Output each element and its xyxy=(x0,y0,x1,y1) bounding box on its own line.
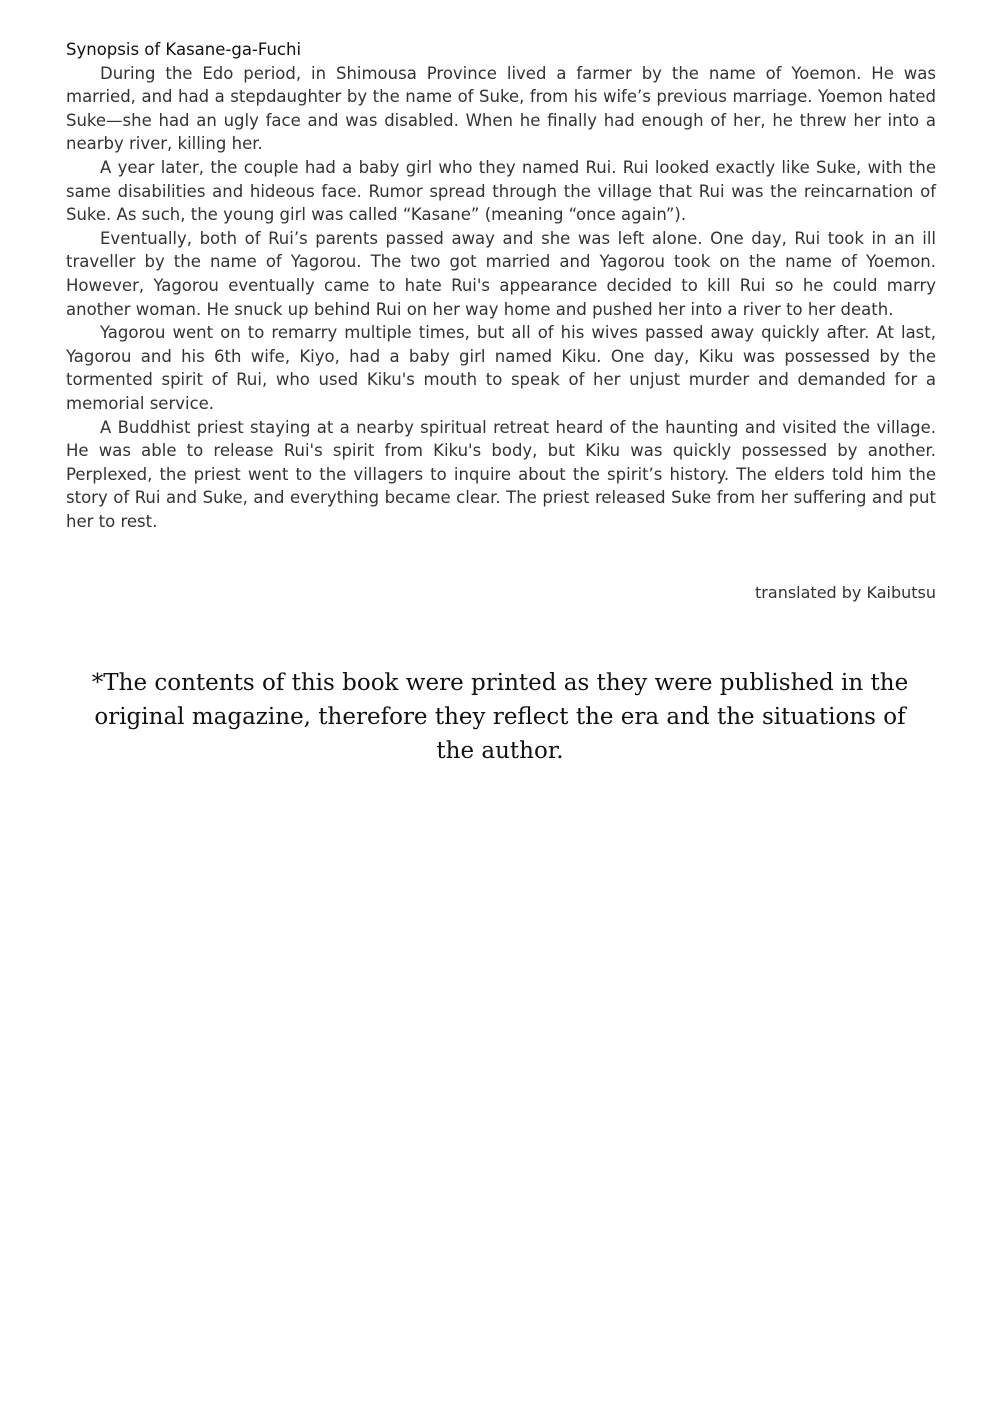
synopsis-paragraph: Yagorou went on to remarry multiple times, but all of his wives passed away quickly after. At last, Yagorou and his 6th wife, Kiyo, had a baby girl named Kiku. One day, Kiku was possessed by the tormented spirit of Rui, who used Kiku's mouth to speak of her unjust murder and demanded for a memorial service. xyxy=(66,323,936,413)
translator-credit: translated by Kaibutsu xyxy=(755,583,936,602)
publication-disclaimer: *The contents of this book were printed as they were published in the original magazine, therefore they reflect the era and the situations of the author. xyxy=(91,670,909,764)
synopsis-paragraph: A year later, the couple had a baby girl who they named Rui. Rui looked exactly like Suke, with the same disabilities and hideous face. Rumor spread through the village that Rui was the reincarnation of Suke. As such, the young girl was called “Kasane” (meaning “once again”). xyxy=(66,157,936,225)
synopsis-paragraph: Eventually, both of Rui’s parents passed away and she was left alone. One day, Rui took in an ill traveller by the name of Yagorou. The two got married and Yagorou took on the name of Yoemon. However, Yagorou eventually came to hate Rui's appearance decided to kill Rui so he could marry another woman. He snuck up behind Rui on her way home and pushed her into a river to her death. xyxy=(66,228,936,319)
synopsis-paragraph: A Buddhist priest staying at a nearby spiritual retreat heard of the haunting and visited the village. He was able to release Rui's spirit from Kiku's body, but Kiku was quickly possessed by another. Perplexed, the priest went to the villagers to inquire about the spirit’s history. The elders told him the story of Rui and Suke, and everything became clear. The priest released Suke from her suffering and put her to rest. xyxy=(66,417,936,531)
synopsis-section xyxy=(66,38,936,533)
synopsis-paragraph: During the Edo period, in Shimousa Province lived a farmer by the name of Yoemon. He was married, and had a stepdaughter by the name of Suke, from his wife’s previous marriage. Yoemon hated Suke—she had an ugly face and was disabled. When he finally had enough of her, he threw her into a nearby river, killing her. xyxy=(66,63,936,154)
synopsis-title: Synopsis of Kasane-ga-Fuchi xyxy=(66,40,302,59)
